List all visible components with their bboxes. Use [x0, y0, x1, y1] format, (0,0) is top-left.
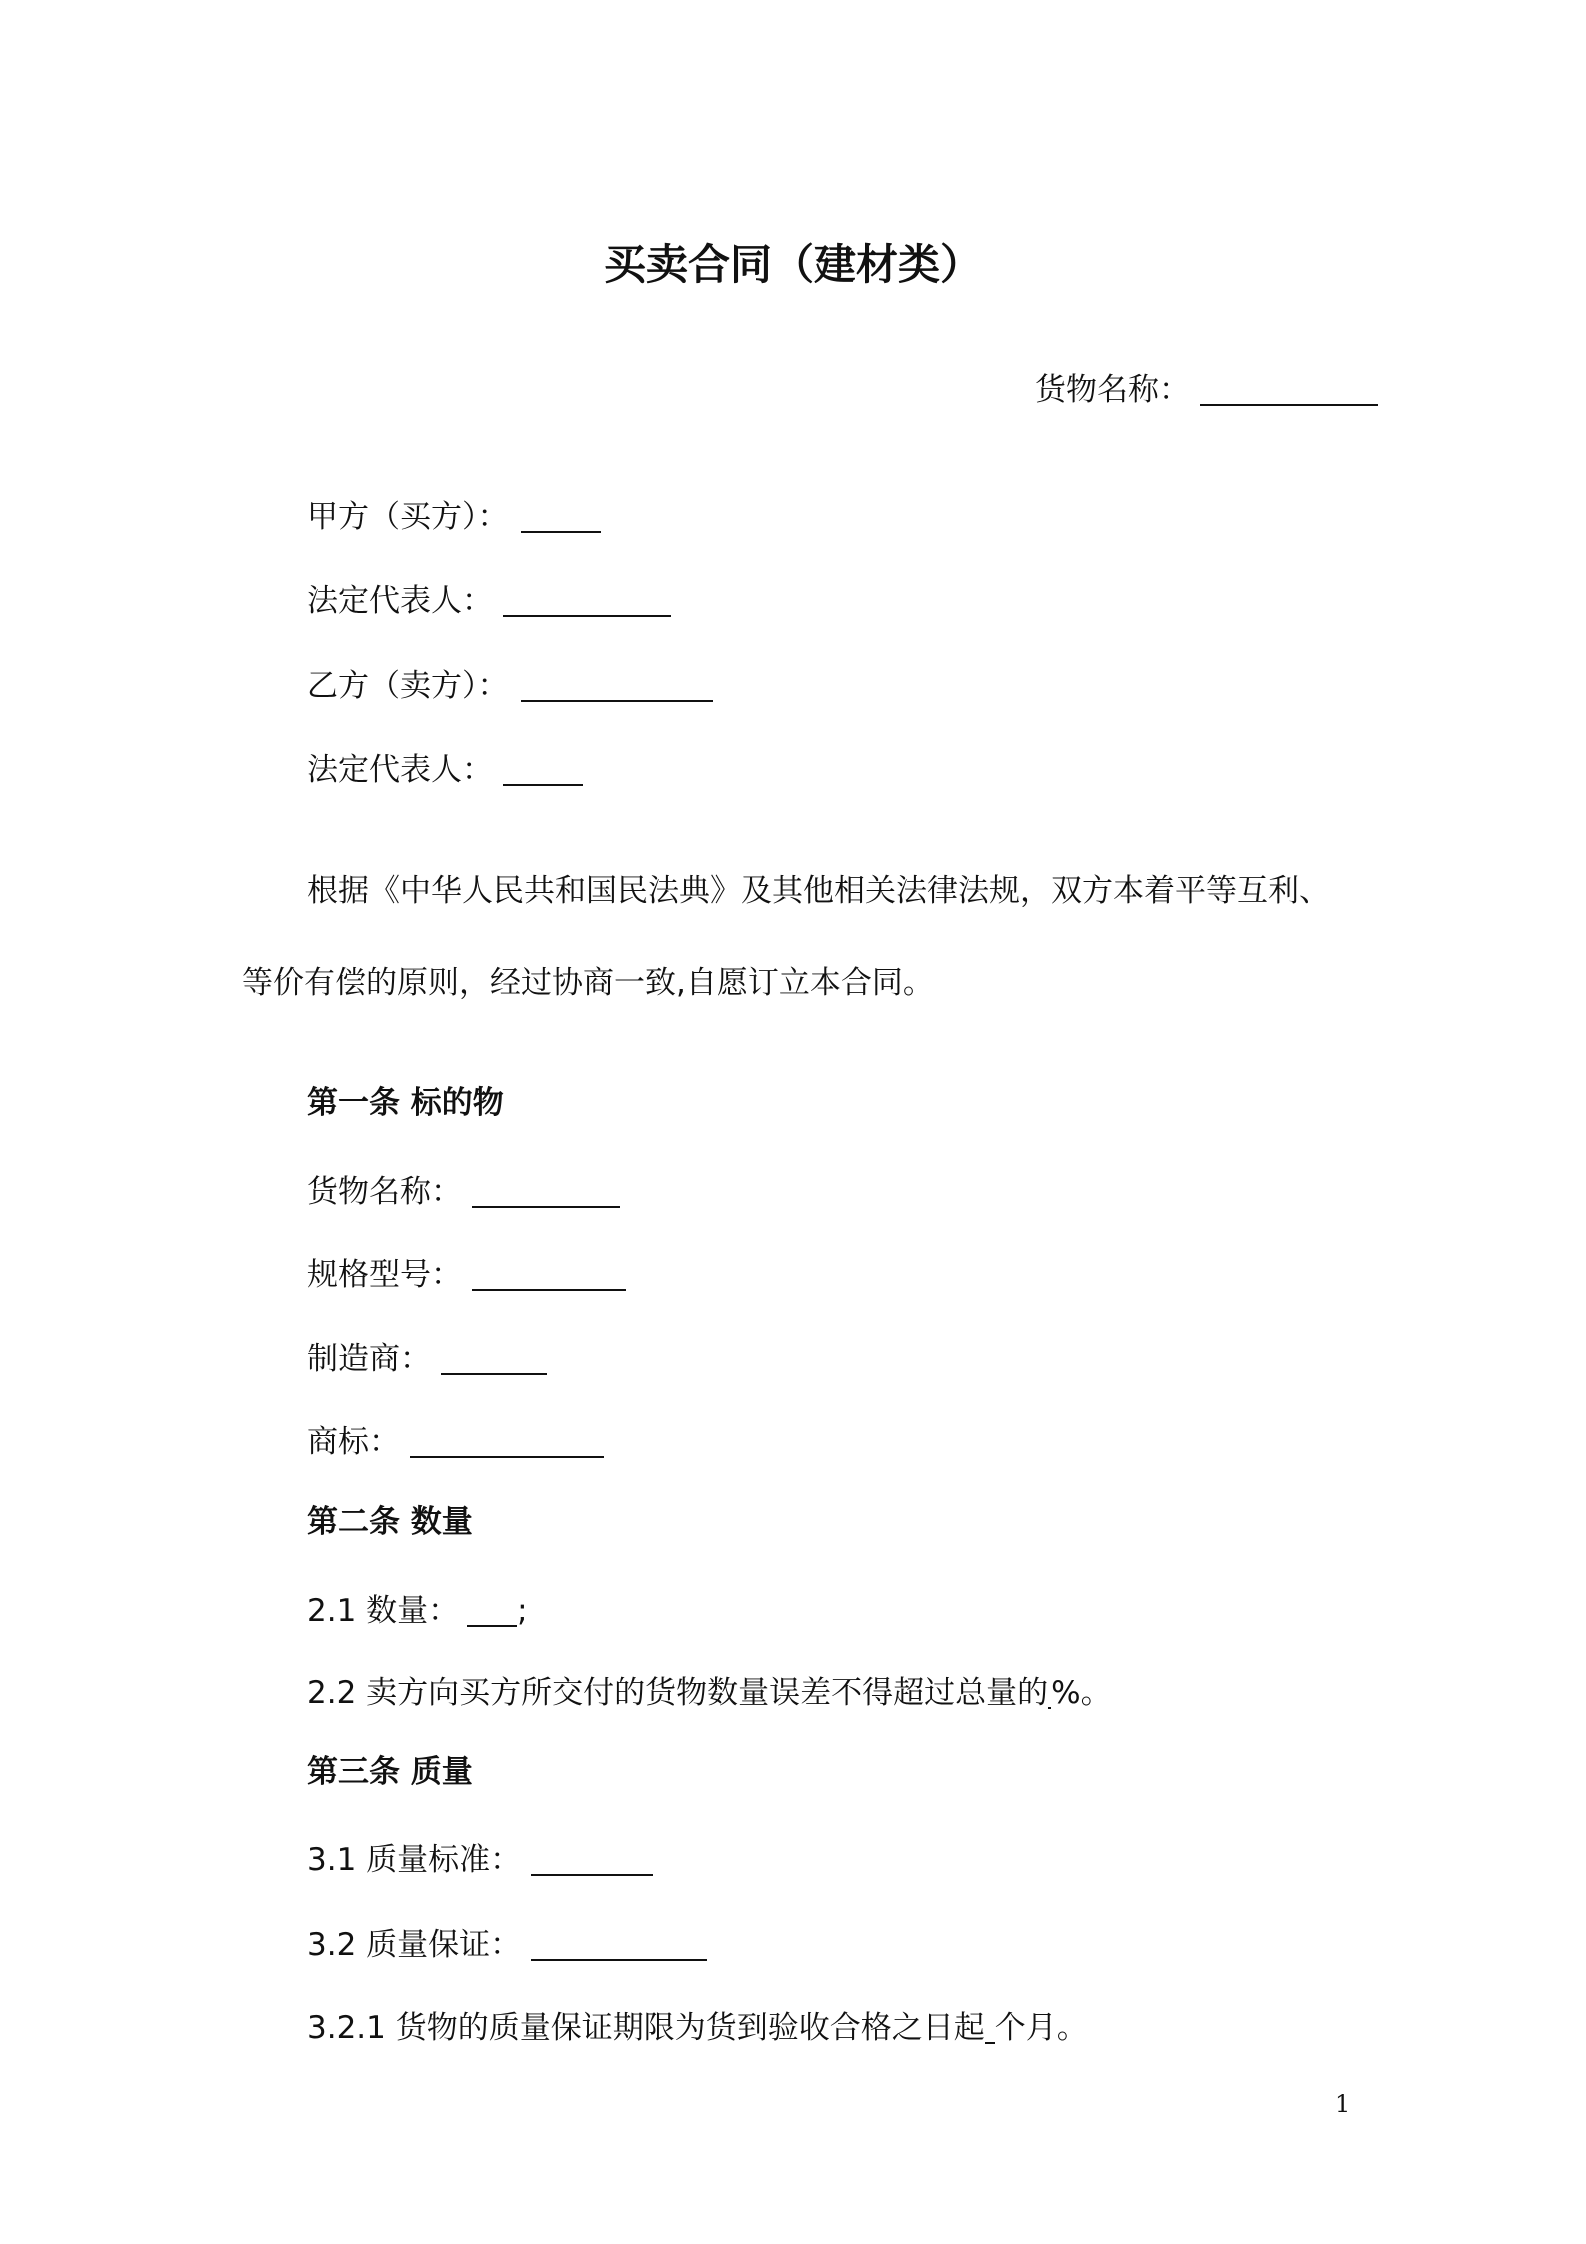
brand-blank[interactable]	[410, 1426, 604, 1458]
warranty-period-blank[interactable]	[985, 2012, 995, 2044]
party-a-label: 甲方（买方）：	[307, 499, 509, 535]
maker-blank[interactable]	[441, 1343, 547, 1375]
party-a-line	[307, 497, 601, 537]
rep-blank-1[interactable]	[503, 585, 671, 617]
quality-guarantee-line	[307, 1925, 707, 1965]
quality-standard-blank[interactable]	[531, 1844, 653, 1876]
maker-line	[307, 1339, 547, 1379]
preamble-line-2: 等价有偿的原则，经过协商一致,自愿订立本合同。	[242, 965, 934, 1001]
goods-name-blank[interactable]	[472, 1176, 620, 1208]
quality-standard-label: 3.1 质量标准：	[307, 1842, 522, 1878]
brand-line	[307, 1422, 604, 1462]
top-goods-blank[interactable]	[1200, 374, 1378, 406]
spec-label: 规格型号：	[307, 1257, 462, 1293]
top-goods-label: 货物名称：	[1035, 372, 1190, 408]
quantity-label: 2.1 数量：	[307, 1593, 460, 1629]
party-b-blank[interactable]	[521, 670, 713, 702]
warranty-period-label: 3.2.1 货物的质量保证期限为货到验收合格之日起	[307, 2010, 985, 2046]
rep-line-1	[307, 581, 671, 621]
rep-label-1: 法定代表人：	[307, 583, 493, 619]
quality-standard-line	[307, 1840, 653, 1880]
spec-blank[interactable]	[472, 1259, 626, 1291]
page-number: 1	[1335, 2090, 1351, 2118]
rep-blank-2[interactable]	[503, 754, 583, 786]
tolerance-suffix: %。	[1051, 1675, 1112, 1711]
tolerance-label: 2.2 卖方向买方所交付的货物数量误差不得超过总量的	[307, 1675, 1049, 1711]
goods-name-label: 货物名称：	[307, 1174, 462, 1210]
quality-guarantee-label: 3.2 质量保证：	[307, 1927, 522, 1963]
quantity-blank[interactable]	[467, 1595, 517, 1627]
rep-line-2	[307, 750, 583, 790]
brand-label: 商标：	[307, 1424, 400, 1460]
article3-heading: 第三条 质量	[307, 1754, 473, 1790]
top-goods-line	[1035, 370, 1378, 410]
tolerance-line	[307, 1673, 1112, 1713]
warranty-period-suffix: 个月。	[994, 2010, 1088, 2046]
spec-line	[307, 1255, 626, 1295]
document-title: 买卖合同（建材类）	[603, 240, 982, 289]
article1-heading: 第一条 标的物	[307, 1085, 504, 1121]
article2-heading: 第二条 数量	[307, 1504, 473, 1540]
party-b-line	[307, 666, 713, 706]
party-a-blank[interactable]	[521, 501, 601, 533]
rep-label-2: 法定代表人：	[307, 752, 493, 788]
quantity-line	[307, 1591, 528, 1631]
party-b-label: 乙方（卖方）：	[307, 668, 509, 704]
quantity-suffix: ;	[517, 1593, 528, 1629]
quality-guarantee-blank[interactable]	[531, 1929, 707, 1961]
maker-label: 制造商：	[307, 1341, 431, 1377]
goods-name-line	[307, 1172, 620, 1212]
warranty-period-line	[307, 2008, 1088, 2048]
preamble-line-1: 根据《中华人民共和国民法典》及其他相关法律法规，双方本着平等互利、	[307, 873, 1330, 909]
